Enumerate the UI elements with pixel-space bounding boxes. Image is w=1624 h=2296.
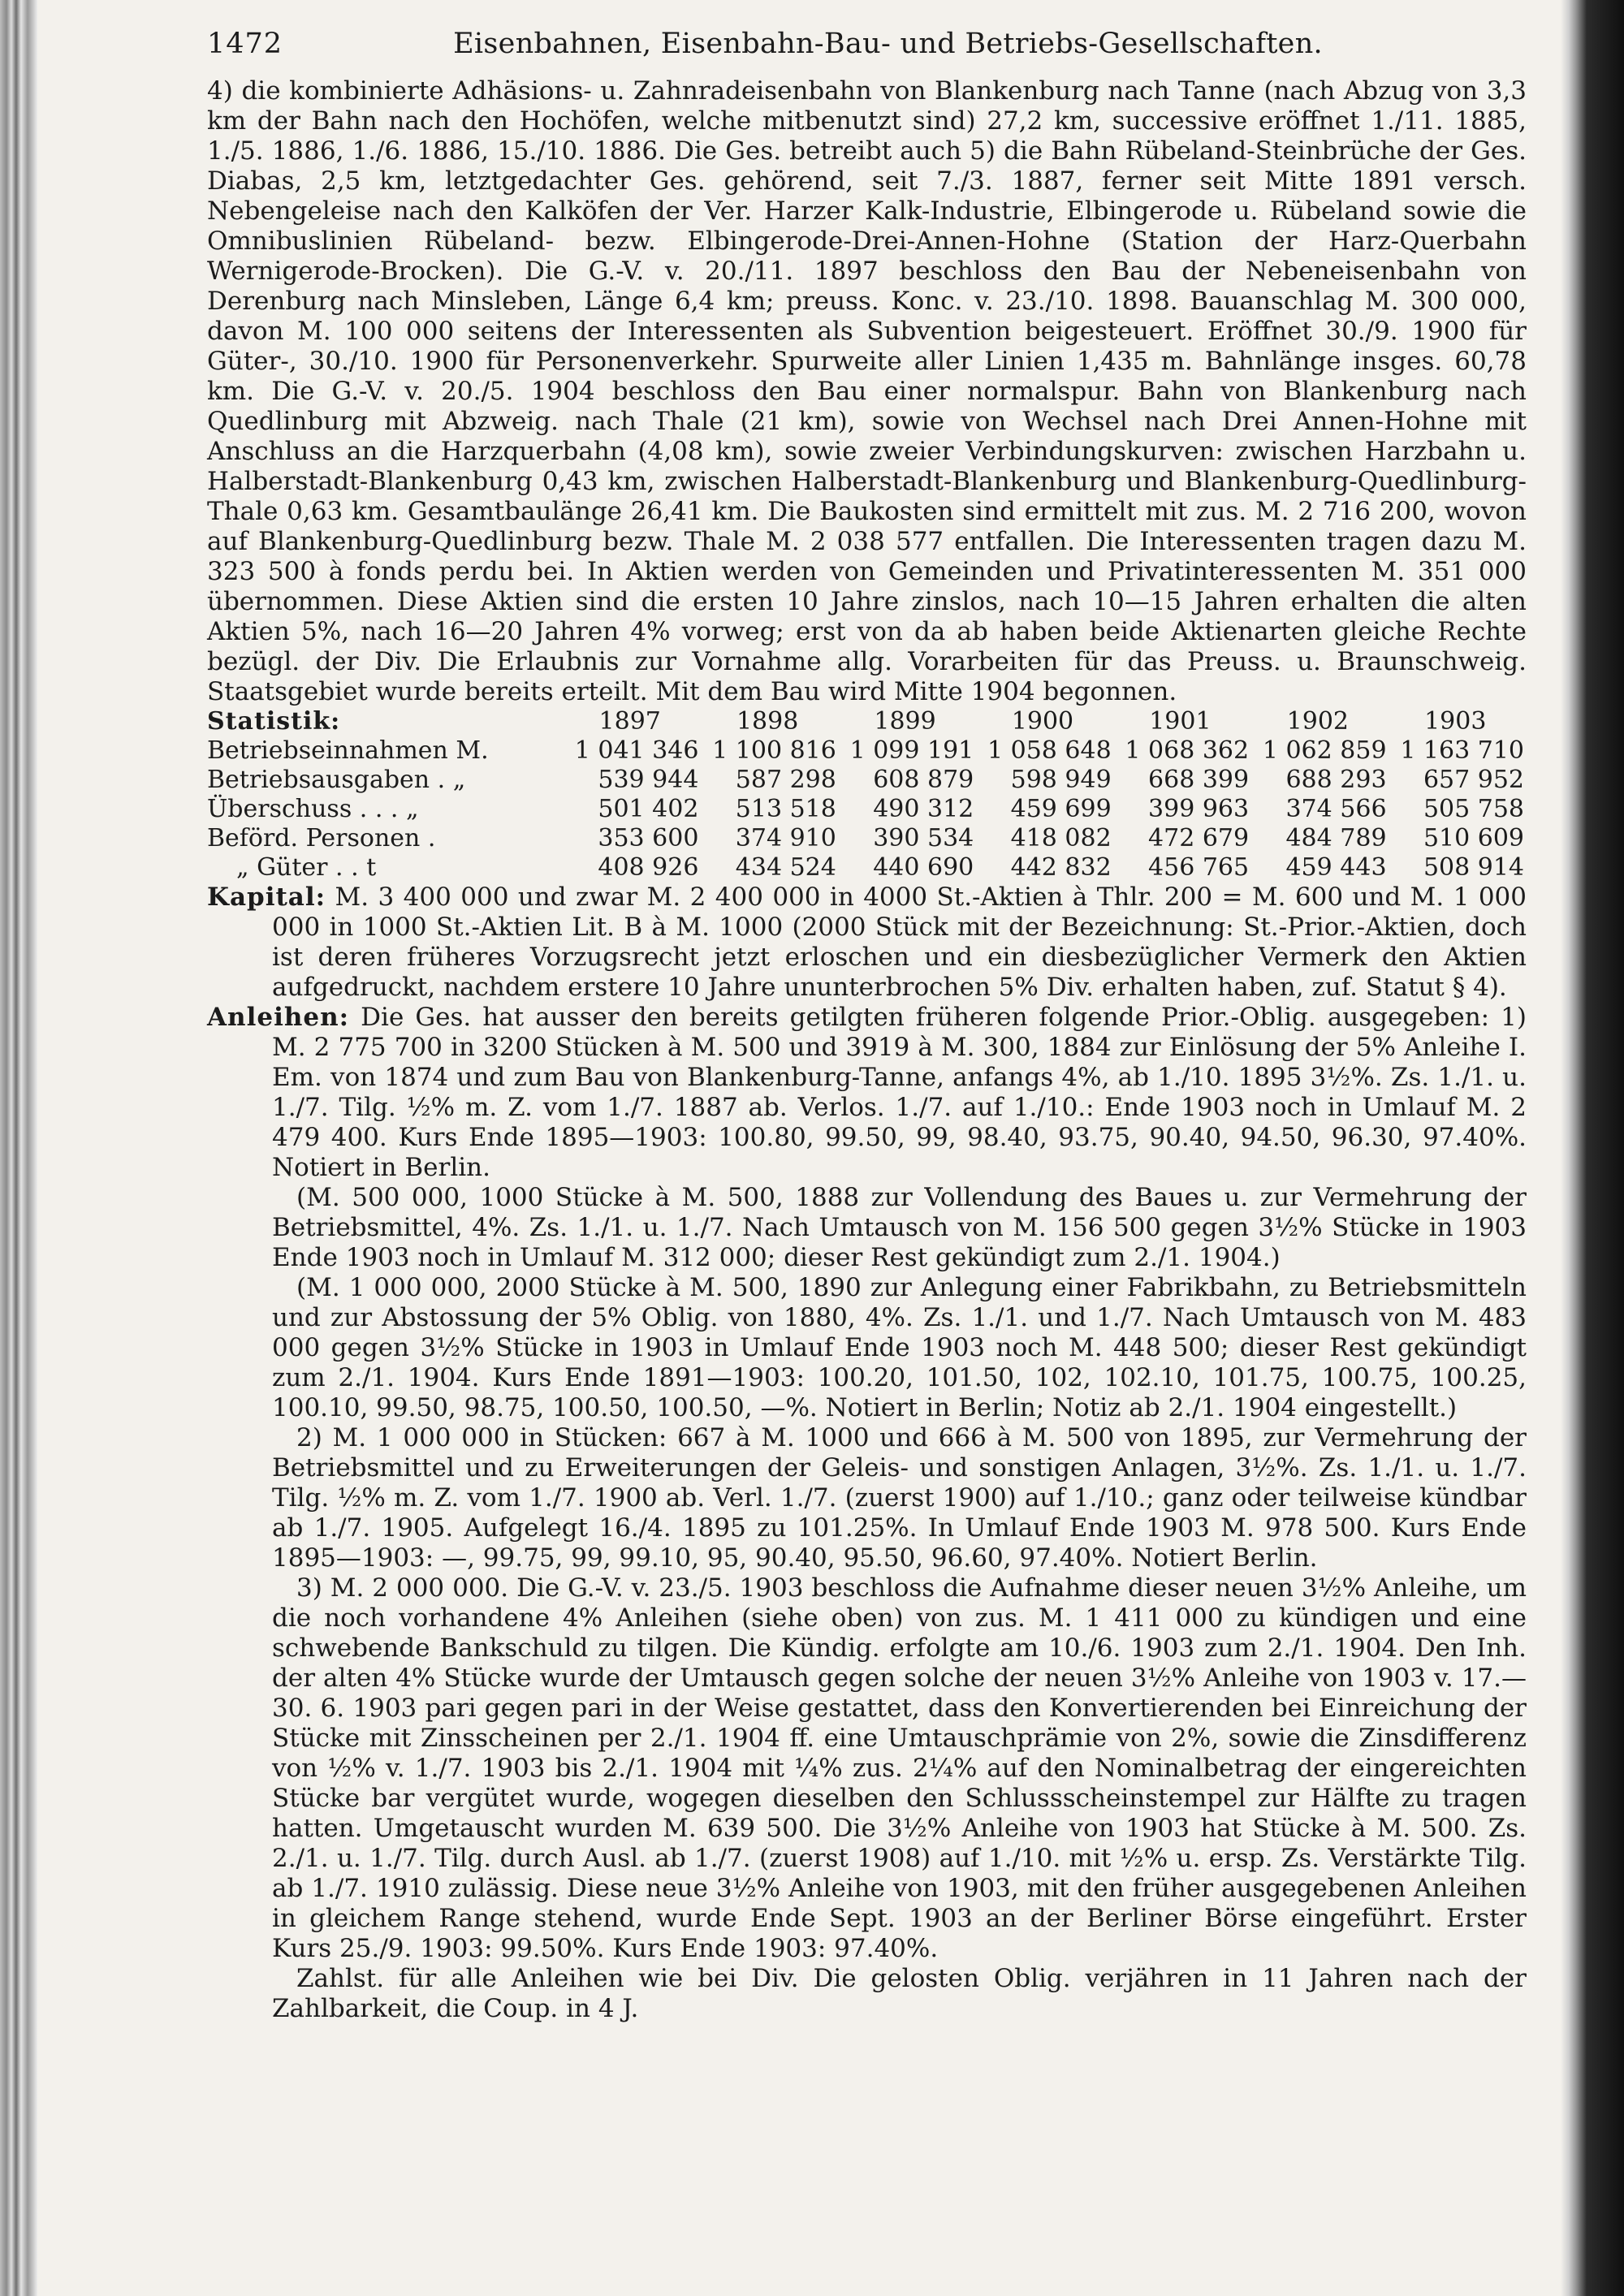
year-cell: 1898	[736, 707, 799, 736]
table-cell: 1 163 710	[1400, 736, 1524, 765]
page-number: 1472	[207, 28, 283, 60]
row-label: Überschuss . . . „	[207, 795, 419, 823]
table-cell: 408 926	[598, 853, 699, 882]
table-cell: 668 399	[1148, 766, 1250, 794]
table-cell: 505 758	[1423, 795, 1524, 823]
table-cell: 484 789	[1285, 824, 1387, 852]
table-cell: 688 293	[1285, 766, 1387, 794]
year-cell: 1899	[874, 707, 936, 736]
table-row	[207, 736, 1524, 766]
table-cell: 501 402	[598, 795, 699, 823]
table-row	[207, 824, 1524, 853]
anleihen-paragraph-6: Zahlst. für alle Anleihen wie bei Div. Die gelosten Oblig. verjähren in 11 Jahren nach der Zahlbarkeit, die Coup. in 4 J.	[272, 1964, 1527, 2023]
table-cell: 456 765	[1148, 853, 1250, 882]
table-cell: 587 298	[735, 766, 836, 794]
table-cell: 353 600	[598, 824, 699, 852]
statistik-label: Statistik:	[207, 707, 341, 736]
table-cell: 442 832	[1010, 853, 1112, 882]
kapital-section	[207, 883, 1527, 1003]
intro-paragraph: 4) die kombinierte Adhäsions- u. Zahnradeisenbahn von Blankenburg nach Tanne (nach Abzug von 3,3 km der Bahn nach den Hochöfen, welche mitbenutzt sind) 27,2 km, successive eröffnet 1./11. 1885, 1./5. 1886, 1./6. 1886, 15./10. 1886. Die Ges. betreibt auch 5) die Bahn Rübeland-Steinbrüche der Ges. Diabas, 2,5 km, letztgedachter Ges. gehörend, seit 7./3. 1887, ferner seit Mitte 1891 versch. Nebengeleise nach den Kalköfen der Ver. Harzer Kalk-Industrie, Elbingerode u. Rübeland sowie die Omnibuslinien Rübeland- bezw. Elbingerode-Drei-Annen-Hohne (Station der Harz-Querbahn Wernigerode-Brocken). Die G.-V. v. 20./11. 1897 beschloss den Bau der Nebeneisenbahn von Derenburg nach Minsleben, Länge 6,4 km; preuss. Konc. v. 23./10. 1898. Bauanschlag M. 300 000, davon M. 100 000 seitens der Interessenten als Subvention beigesteuert. Eröffnet 30./9. 1900 für Güter-, 30./10. 1900 für Personenverkehr. Spurweite aller Linien 1,435 m. Bahnlänge insges. 60,78 km. Die G.-V. v. 20./5. 1904 beschloss den Bau einer normalspur. Bahn von Blankenburg nach Quedlinburg mit Abzweig. nach Thale (21 km), sowie von Wechsel nach Drei Annen-Hohne mit Anschluss an die Harzquerbahn (4,08 km), sowie zweier Verbindungskurven: zwischen Harzbahn u. Halberstadt-Blankenburg 0,43 km, zwischen Halberstadt-Blankenburg und Blankenburg-Quedlinburg-Thale 0,63 km. Gesamtbaulänge 26,41 km. Die Baukosten sind ermittelt mit zus. M. 2 716 200, wovon auf Blankenburg-Quedlinburg bezw. Thale M. 2 038 577 entfallen. Die Interessenten tragen dazu M. 323 500 à fonds perdu bei. In Aktien werden von Gemeinden und Privatinteressenten M. 351 000 übernommen. Diese Aktien sind die ersten 10 Jahre zinslos, nach 10—15 Jahren erhalten die alten Aktien 5%, nach 16—20 Jahren 4% vorweg; erst von da ab haben beide Aktienarten gleiche Rechte bezügl. der Div. Die Erlaubnis zur Vornahme allg. Vorarbeiten für das Preuss. u. Braunschweig. Staatsgebiet wurde bereits erteilt. Mit dem Bau wird Mitte 1904 begonnen.	[207, 76, 1527, 706]
table-cell: 1 058 648	[987, 736, 1112, 765]
table-cell: 399 963	[1148, 795, 1250, 823]
anleihen-label: Anleihen:	[207, 1003, 350, 1032]
anleihen-text-1: Die Ges. hat ausser den bereits getilgten früheren folgende Prior.-Oblig. ausgegeben: 1) M. 2 775 700 in 3200 Stücken à M. 500 und 3919 à M. 300, 1884 zur Einlösung der 5% Anleihe I. Em. von 1874 und zum Bau von Blankenburg-Tanne, anfangs 4%, ab 1./10. 1895 3½%. Zs. 1./1. u. 1./7. Tilg. ½% m. Z. vom 1./7. 1887 ab. Verlos. 1./7. auf 1./10.: Ende 1903 noch in Umlauf M. 2 479 400. Kurs Ende 1895—1903: 100.80, 99.50, 99, 98.40, 93.75, 90.40, 94.50, 96.30, 97.40%. Notiert in Berlin.	[272, 1003, 1527, 1182]
anleihen-paragraph-4: 2) M. 1 000 000 in Stücken: 667 à M. 1000 und 666 à M. 500 von 1895, zur Vermehrung der Betriebsmittel und zu Erweiterungen der Geleis- und sonstigen Anlagen, 3½%. Zs. 1./1. u. 1./7. Tilg. ½% m. Z. vom 1./7. 1900 ab. Verl. 1./7. (zuerst 1900) auf 1./10.; ganz oder teilweise kündbar ab 1./7. 1905. Aufgelegt 16./4. 1895 zu 101.25%. In Umlauf Ende 1903 M. 978 500. Kurs Ende 1895—1903: —, 99.75, 99, 99.10, 95, 90.40, 95.50, 96.60, 97.40%. Notiert Berlin.	[272, 1423, 1527, 1573]
page-title: Eisenbahnen, Eisenbahn-Bau- und Betriebs-Gesellschaften.	[453, 28, 1323, 60]
table-cell: 472 679	[1148, 824, 1250, 852]
table-cell: 490 312	[873, 795, 974, 823]
kapital-label: Kapital:	[207, 883, 326, 912]
scan-binding-edge	[0, 0, 37, 2296]
anleihen-paragraph-3: (M. 1 000 000, 2000 Stücke à M. 500, 1890 zur Anlegung einer Fabrikbahn, zu Betriebsmitteln und zur Abstossung der 5% Oblig. von 1880, 4%. Zs. 1./1. und 1./7. Nach Umtausch von M. 483 000 gegen 3½% Stücke in 1903 in Umlauf Ende 1903 noch M. 448 500; dieser Rest gekündigt zum 2./1. 1904. Kurs Ende 1891—1903: 100.20, 101.50, 102, 102.10, 101.75, 100.75, 100.25, 100.10, 99.50, 98.75, 100.50, 100.50, —%. Notiert in Berlin; Notiz ab 2./1. 1904 eingestellt.)	[272, 1273, 1527, 1422]
row-label: „ Güter . . t	[236, 853, 377, 882]
table-cell: 418 082	[1010, 824, 1112, 852]
row-label: Betriebsausgaben . „	[207, 766, 466, 794]
anleihen-section	[207, 1003, 1527, 1183]
anleihen-paragraph-5: 3) M. 2 000 000. Die G.-V. v. 23./5. 1903 beschloss die Aufnahme dieser neuen 3½% Anleihe, um die noch vorhandene 4% Anleihen (siehe oben) von zus. M. 1 411 000 zu kündigen und eine schwebende Bankschuld zu tilgen. Die Kündig. erfolgte am 10./6. 1903 zum 2./1. 1904. Den Inh. der alten 4% Stücke wurde der Umtausch gegen solche der neuen 3½% Anleihe von 1903 v. 17.—30. 6. 1903 pari gegen pari in der Weise gestattet, dass den Konvertierenden bei Einreichung der Stücke mit Zinsscheinen per 2./1. 1904 ff. eine Umtauschprämie von 2%, sowie die Zinsdifferenz von ½% v. 1./7. 1903 bis 2./1. 1904 mit ¼% zus. 2¼% auf den Nominalbetrag der eingereichten Stücke bar vergütet wurde, wogegen dieselben den Schlussscheinstempel zur Hälfte zu tragen hatten. Umgetauscht wurden M. 639 500. Die 3½% Anleihe von 1903 hat Stücke à M. 500. Zs. 2./1. u. 1./7. Tilg. durch Ausl. ab 1./7. (zuerst 1908) auf 1./10. mit ½% u. ersp. Zs. Verstärkte Tilg. ab 1./7. 1910 zulässig. Diese neue 3½% Anleihe von 1903, mit den früher ausgegebenen Anleihen in gleichem Range stehend, wurde Ende Sept. 1903 an der Berliner Börse eingeführt. Erster Kurs 25./9. 1903: 99.50%. Kurs Ende 1903: 97.40%.	[272, 1573, 1527, 1963]
statistik-table	[207, 707, 1524, 883]
table-cell: 598 949	[1010, 766, 1112, 794]
table-row	[207, 853, 1524, 883]
table-cell: 459 699	[1010, 795, 1112, 823]
table-cell: 1 068 362	[1125, 736, 1250, 765]
table-cell: 513 518	[735, 795, 836, 823]
table-cell: 508 914	[1423, 853, 1524, 882]
row-label: Betriebseinnahmen M.	[207, 736, 489, 765]
table-cell: 374 566	[1285, 795, 1387, 823]
table-cell: 608 879	[873, 766, 974, 794]
document-page	[207, 29, 1527, 2024]
table-cell: 440 690	[873, 853, 974, 882]
table-cell: 1 041 346	[574, 736, 699, 765]
row-label: Beförd. Personen .	[207, 824, 436, 852]
year-cell: 1897	[598, 707, 661, 736]
table-row	[207, 766, 1524, 795]
year-cell: 1903	[1424, 707, 1487, 736]
table-cell: 434 524	[735, 853, 836, 882]
table-cell: 459 443	[1285, 853, 1387, 882]
table-cell: 374 910	[735, 824, 836, 852]
table-cell: 1 100 816	[712, 736, 836, 765]
year-cell: 1900	[1011, 707, 1074, 736]
table-cell: 539 944	[598, 766, 699, 794]
year-cell: 1901	[1149, 707, 1212, 736]
table-row	[207, 795, 1524, 824]
table-cell: 510 609	[1423, 824, 1524, 852]
year-cell: 1902	[1286, 707, 1349, 736]
statistik-header-row	[207, 707, 1524, 736]
table-cell: 657 952	[1423, 766, 1524, 794]
kapital-text: M. 3 400 000 und zwar M. 2 400 000 in 4000 St.-Aktien à Thlr. 200 = M. 600 und M. 1 000 000 in 1000 St.-Aktien Lit. B à M. 1000 (2000 Stück mit der Bezeichnung: St.-Prior.-Aktien, doch ist deren früheres Vorzugsrecht jetzt erloschen und ein diesbezüglicher Vermerk den Aktien aufgedruckt, nachdem erstere 10 Jahre ununterbrochen 5% Div. erhalten haben, zuf. Statut § 4).	[272, 883, 1527, 1002]
scan-page-edge	[1561, 0, 1624, 2296]
page-header	[207, 29, 1527, 76]
table-cell: 390 534	[873, 824, 974, 852]
anleihen-paragraph-2: (M. 500 000, 1000 Stücke à M. 500, 1888 zur Vollendung des Baues u. zur Vermehrung der Betriebsmittel, 4%. Zs. 1./1. u. 1./7. Nach Umtausch von M. 156 500 gegen 3½% Stücke in 1903 Ende 1903 noch in Umlauf M. 312 000; dieser Rest gekündigt zum 2./1. 1904.)	[272, 1183, 1527, 1272]
table-cell: 1 062 859	[1262, 736, 1387, 765]
table-cell: 1 099 191	[849, 736, 974, 765]
